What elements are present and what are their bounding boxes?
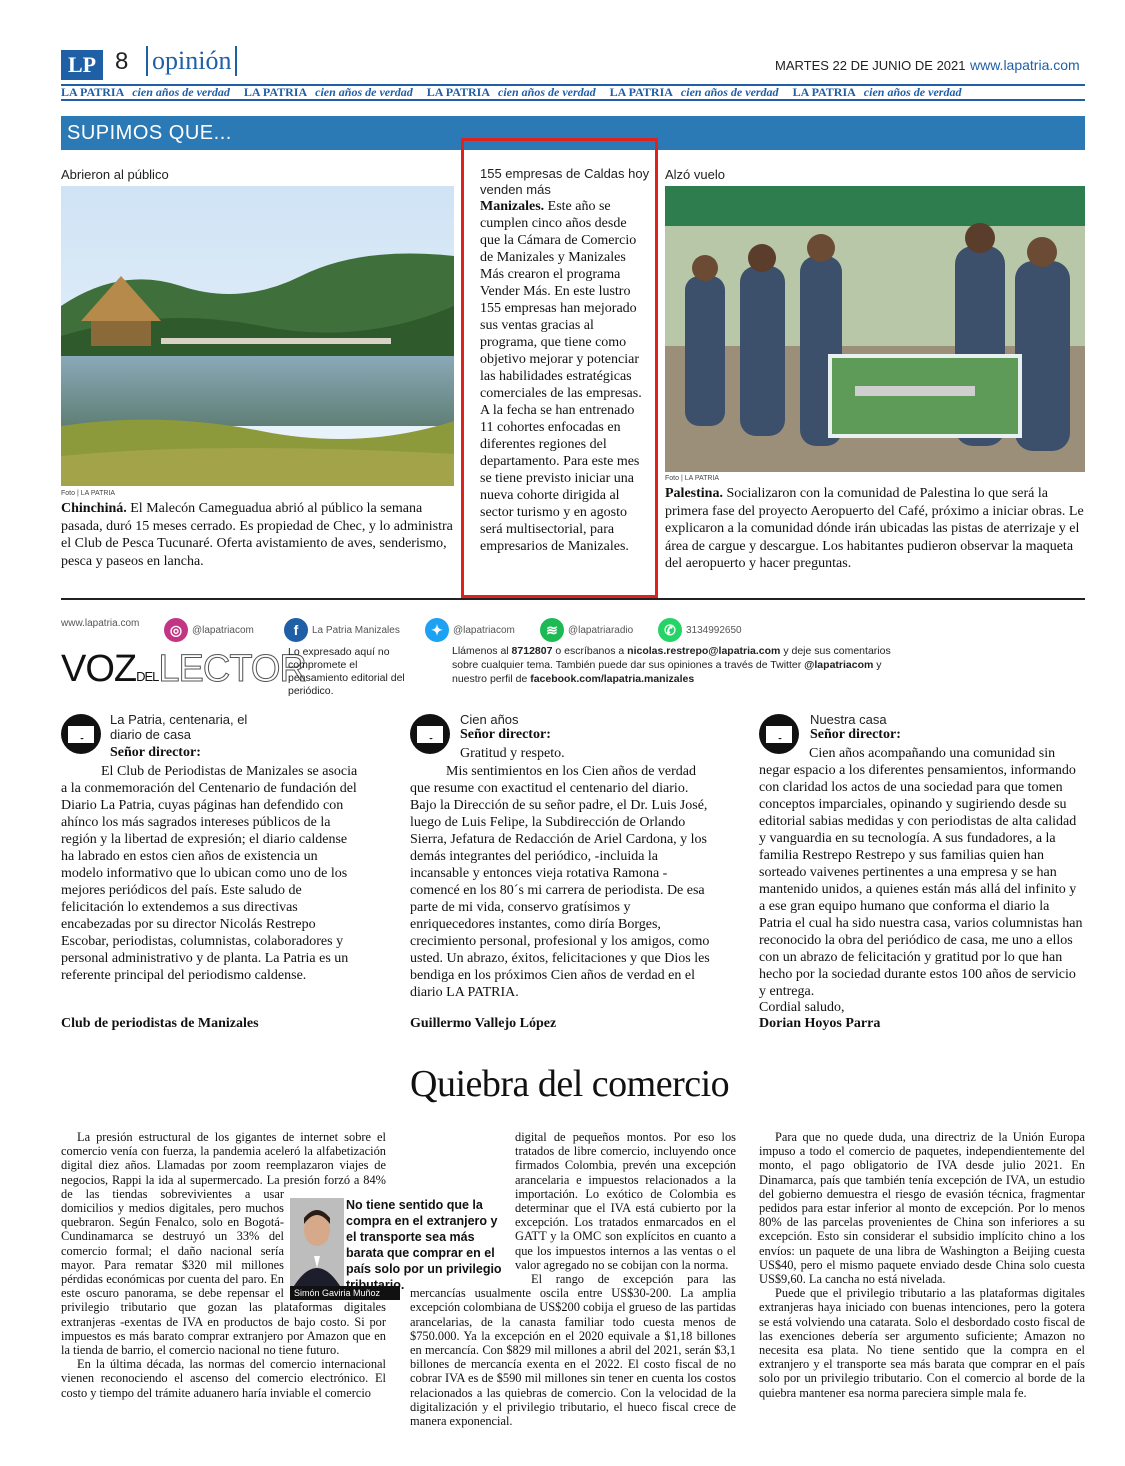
social-twitter[interactable]: ✦ @lapatriacom [425, 618, 515, 642]
right-caption-text: Socializaron con la comunidad de Palestina lo que será la primera fase del proyecto Aeropuerto del Café, próximo a iniciar obras. Le explicaron a la comunidad dónde irán ubicadas las pistas de aterrizaje y el área de cargue y descargue. Los habitantes pudieron observar la maqueta del aeropuerto y hacer preguntas. [665, 486, 1084, 571]
envelope-icon [410, 714, 450, 754]
strip-brand: LA PATRIA [61, 85, 125, 99]
strip-slogan: cien años de verdad [498, 85, 596, 99]
supimos-title: SUPIMOS QUE... [61, 116, 1085, 150]
page-number: 8 [115, 48, 129, 75]
column-col3: Para que no quede duda, una directriz de la Unión Europa impuso a todo el comercio de paquetes, independientemente del monto, el pago obligatorio de IVA desde julio 2021. En Dinamarca, país que también tenía excepción de IVA, un estudio del gobierno demuestra el riesgo de evasión técnica, fragmentar pedidos para estar inferior al monto de excepción. Por lo menos 80% de las parcelas provenientes de China son inferiores a su excepción. Esto sin considerar el subsidio implícito chino a los envíos: un paquete de una libra de Washington a Beijing cuesta US$40, pero el mismo paquete enviado desde China solo cuesta US$9,60. La cancha no está nivelada. Puede que el privilegio tributario a las plataformas digitales extranjeras haya iniciado con buenas intenciones, pero la gotera se está volviendo una catarata. Solo el desbordado costo fiscal de las exenciones debería ser argumento suficiente; Amazon no necesita esa plata. No tiene sentido que la compra en el extranjero y el transporte sea más barata que comprar en el país solo por un privilegio tributario. Con el comercio al borde de la quiebra mantener esa norma pareciera simple mala fe. [759, 1130, 1085, 1400]
letter-2-title: Cien años [460, 712, 519, 727]
twitter-icon: ✦ [425, 618, 449, 642]
strip-brand: LA PATRIA [426, 85, 491, 99]
author-name: Simón Gaviria Muñoz [290, 1286, 400, 1300]
left-item-label: Abrieron al público [61, 167, 169, 182]
strip-slogan: cien años de verdad [315, 85, 413, 99]
right-item-label: Alzó vuelo [665, 167, 725, 182]
letter-3-body: Cien años acompañando una comunidad sin negar espacio a los diferentes pensamientos, informando con claridad los actos de una sociedad para que tomen conceptos imparciales, opinando y sugiriendo desde su editorial sabias medidas y con periodistas de alta calidad y vanguardia en su tecnología. A sus fundadores, a la familia Restrepo Restrepo y sus familias quien han sorteado vaivenes pertinentes a una empresa y se han mantenido unidos, a quienes están más allá del infinito y a ese gran equipo humano que conforma el diario la Patria el cual ha sido nuestra casa, varios columnistas han reconocido la obra del periódico de casa, me uno a ellos con un abrazo de felicitación y gratitud por lo que han hecho por la sociedad durante estos 100 años de servicio y entrega. [759, 746, 1083, 999]
letter-2-salutation: Señor director: [460, 727, 551, 742]
right-caption [665, 485, 1085, 573]
center-item-body [480, 198, 650, 555]
center-item-lead: Manizales. [480, 199, 545, 214]
voz-email[interactable]: nicolas.restrepo@lapatria.com [627, 645, 781, 657]
section-divider [61, 598, 1085, 600]
strip-slogan: cien años de verdad [680, 85, 779, 99]
spotify-icon: ≋ [540, 618, 564, 642]
strip-slogan: cien años de verdad [132, 85, 230, 99]
facebook-icon: f [284, 618, 308, 642]
site-link[interactable]: www.lapatria.com [970, 57, 1080, 73]
section-name: opinión [146, 46, 237, 76]
voz-facebook[interactable]: facebook.com/lapatria.manizales [530, 673, 695, 685]
social-facebook[interactable]: f La Patria Manizales [284, 618, 400, 642]
right-caption-lead: Palestina. [665, 486, 723, 501]
social-spotify[interactable]: ≋ @lapatriaradio [540, 618, 633, 642]
letter-1-title: La Patria, centenaria, el diario de casa [110, 712, 248, 742]
voz-contact: Llámenos al 8712807 o escríbanos a nicolas.restrepo@lapatria.com y deje sus comentarios sobre cualquier tema. También puede dar sus opiniones a través de Twitter @lapatriacom y nuestro perfil de facebook.com/lapatria.manizales [452, 645, 891, 685]
center-item-text: Este año se cumplen cinco años desde que la Cámara de Comercio de Manizales y Manizales Más crearon el programa Vender Más. En este lustro 155 empresas han mejorado sus ventas gracias al programa, que tiene como objetivo mejorar y potenciar las habilidades estratégicas comerciales de las empresas. A la fecha se han entrenado 11 cohortes enfocadas en diferentes regiones del departamento. Para este mes se tiene previsto iniciar una nueva cohorte dirigida al sector turismo y en agosto será multisectorial, para empresarios de Manizales. [480, 199, 642, 554]
center-item [480, 166, 650, 555]
left-caption [61, 500, 454, 570]
strip-brand: LA PATRIA [609, 85, 673, 99]
voz-twitter[interactable]: @lapatriacom [804, 659, 874, 671]
letter-2-signature: Guillermo Vallejo López [410, 1016, 557, 1031]
letter-2-subtitle: Gratitud y respeto. [460, 746, 565, 761]
left-caption-text: El Malecón Cameguadua abrió al público la semana pasada, duró 15 meses cerrado. Es propiedad de Chec, y lo administra el Club de Pesca Tucunaré. Oferta avistamiento de aves, senderismo, pesca y paseos en lancha. [61, 501, 453, 569]
letter-2-body: Mis sentimientos en los Cien años de verdad que resume con exactitud el centenario del diario. Bajo la Dirección de su señor padre, el Dr. Luis José, luego de Luis Felipe, la Subdirección de Orlando Sierra, Jefatura de Redacción de Ariel Cardona, y los demás integrantes del periódico, -incluida la incansable y entonces vieja rotativa Ramona - comencé en los 80´s mi carrera de periodista. De esa parte de mi vida, conservo gratísimos y enriquecedores instantes, como diría Borges, crecimiento personal, profesional y los amigos, como usted. Un abrazo, éxitos, felicitaciones y que Dios les bendiga en los próximos Cien años de verdad en el diario LA PATRIA. [410, 764, 710, 1000]
whatsapp-icon: ✆ [658, 618, 682, 642]
column-col1: La presión estructural de los gigantes de internet sobre el comercio venía con fuerza, la pandemia aceleró la alfabetización digital diez años. Llamadas por zoom reemplazaron viajes de negocios, Rappi la ida al supermercado. La presión forzó a 84% de las tiendas sobrevivientes a usar domicilios y medios digitales, pero muchos quebraron. Según Fenalco, solo en Bogotá-Cundinamarca se destruyó un 33% del comercio formal; el daño nacional sería mayor. Para rematar $320 mil millones pérdidas económicas por cuenta del paro. En este oscuro panorama, se debe repensar el privilegio tributario que gozan las plataformas digitales extranjeras -exentas de IVA en productos de bajo costo. Si por impuestos es más barato comprar extranjero por Amazon que en la tienda de barrio, el comercio nacional no tiene futuro. En la última década, las normas del comercio internacional vienen reconociendo el ascenso del comercio electrónico. El costo y tiempo del trámite aduanero haría inviable el comercio [61, 1130, 386, 1400]
voz-phone: 8712807 [511, 645, 553, 657]
airport-model-photo [665, 186, 1085, 472]
voz-del-lector-title: VOZDELLECTOR [61, 648, 306, 690]
instagram-icon: ◎ [164, 618, 188, 642]
letter-3-closing: Cordial saludo, [759, 1000, 845, 1015]
slogan-strip [61, 84, 1085, 101]
left-photo-credit: Foto | LA PATRIA [61, 490, 116, 497]
left-caption-lead: Chinchiná. [61, 501, 127, 516]
strip-brand: LA PATRIA [792, 85, 856, 99]
column-headline: Quiebra del comercio [410, 1063, 730, 1105]
logo: LP [61, 50, 103, 80]
social-instagram[interactable]: ◎ @lapatriacom [164, 618, 254, 642]
pull-quote: No tiene sentido que la compra en el extranjero y el transporte sea más barata que comprar en el país solo por un privilegio tributario. [346, 1198, 502, 1292]
social-web[interactable]: www.lapatria.com [61, 618, 140, 629]
letter-1-salutation: Señor director: [110, 745, 201, 760]
letter-3-signature: Dorian Hoyos Parra [759, 1016, 881, 1031]
strip-brand: LA PATRIA [243, 85, 308, 99]
strip-slogan: cien años de verdad [863, 85, 962, 99]
column-col2: digital de pequeños montos. Por eso los tratados de libre comercio, incluyendo once firmados Colombia, prevén una excepción arancelaria e impuestos relacionados a la importación. Lo exótico de Colombia es determinar que el IVA está cubierto por la excepción. Los tratados enmarcados en el GATT y la OMC son explícitos en cuanto a que los impuestos internos a las ventas o el valor agregado no se cobijan con la norma. El rango de excepción para las mercancías usualmente oscila entre US$30-200. La amplia excepción colombiana de US$200 cobija el grueso de las partidas arancelarias, de la canasta familiar todo cuesta menos de $750.000. Ya la excepción en el 2020 equivale a $1,18 billones en mercancía. Con $829 mil millones a abril del 2021, serán $3,1 billones de mercancía exenta en el 2022. El costo fiscal de no cobrar IVA es de $590 mil millones sin tener en cuenta los costos relacionados a las quiebras de comercio. Con la velocidad de la digitalización y el privilegio tributario, el hueco fiscal crece de manera exponencial. [410, 1130, 736, 1429]
letter-3-title: Nuestra casa [810, 712, 887, 727]
letter-1-signature: Club de periodistas de Manizales [61, 1016, 259, 1031]
letter-3-salutation: Señor director: [810, 727, 901, 742]
center-item-head: 155 empresas de Caldas hoy venden más [480, 166, 650, 197]
right-photo-credit: Foto | LA PATRIA [665, 475, 720, 482]
voz-disclaimer: Lo expresado aquí no compromete el pensamiento editorial del periódico. [288, 646, 405, 697]
issue-date: MARTES 22 DE JUNIO DE 2021 [775, 58, 966, 73]
envelope-icon [61, 714, 101, 754]
social-whatsapp[interactable]: ✆ 3134992650 [658, 618, 742, 642]
letter-1-body: El Club de Periodistas de Manizales se asocia a la conmemoración del Centenario de fundación del Diario La Patria, cuyas páginas han defendido con ahínco los más sagrados intereses públicos de la región y la libertad de expresión; el diario caldense ha labrado en estos cien años de existencia un modelo informativo que lo ubican como uno de los mejores periódicos del país. Este saludo de felicitación lo extendemos a sus directivas encabezadas por su director Nicolás Restrepo Escobar, periodistas, columnistas, colaboradores y personal administrativo y de planta. La Patria es un referente principal del periodismo caldense. [61, 764, 358, 983]
malecon-photo [61, 186, 454, 486]
